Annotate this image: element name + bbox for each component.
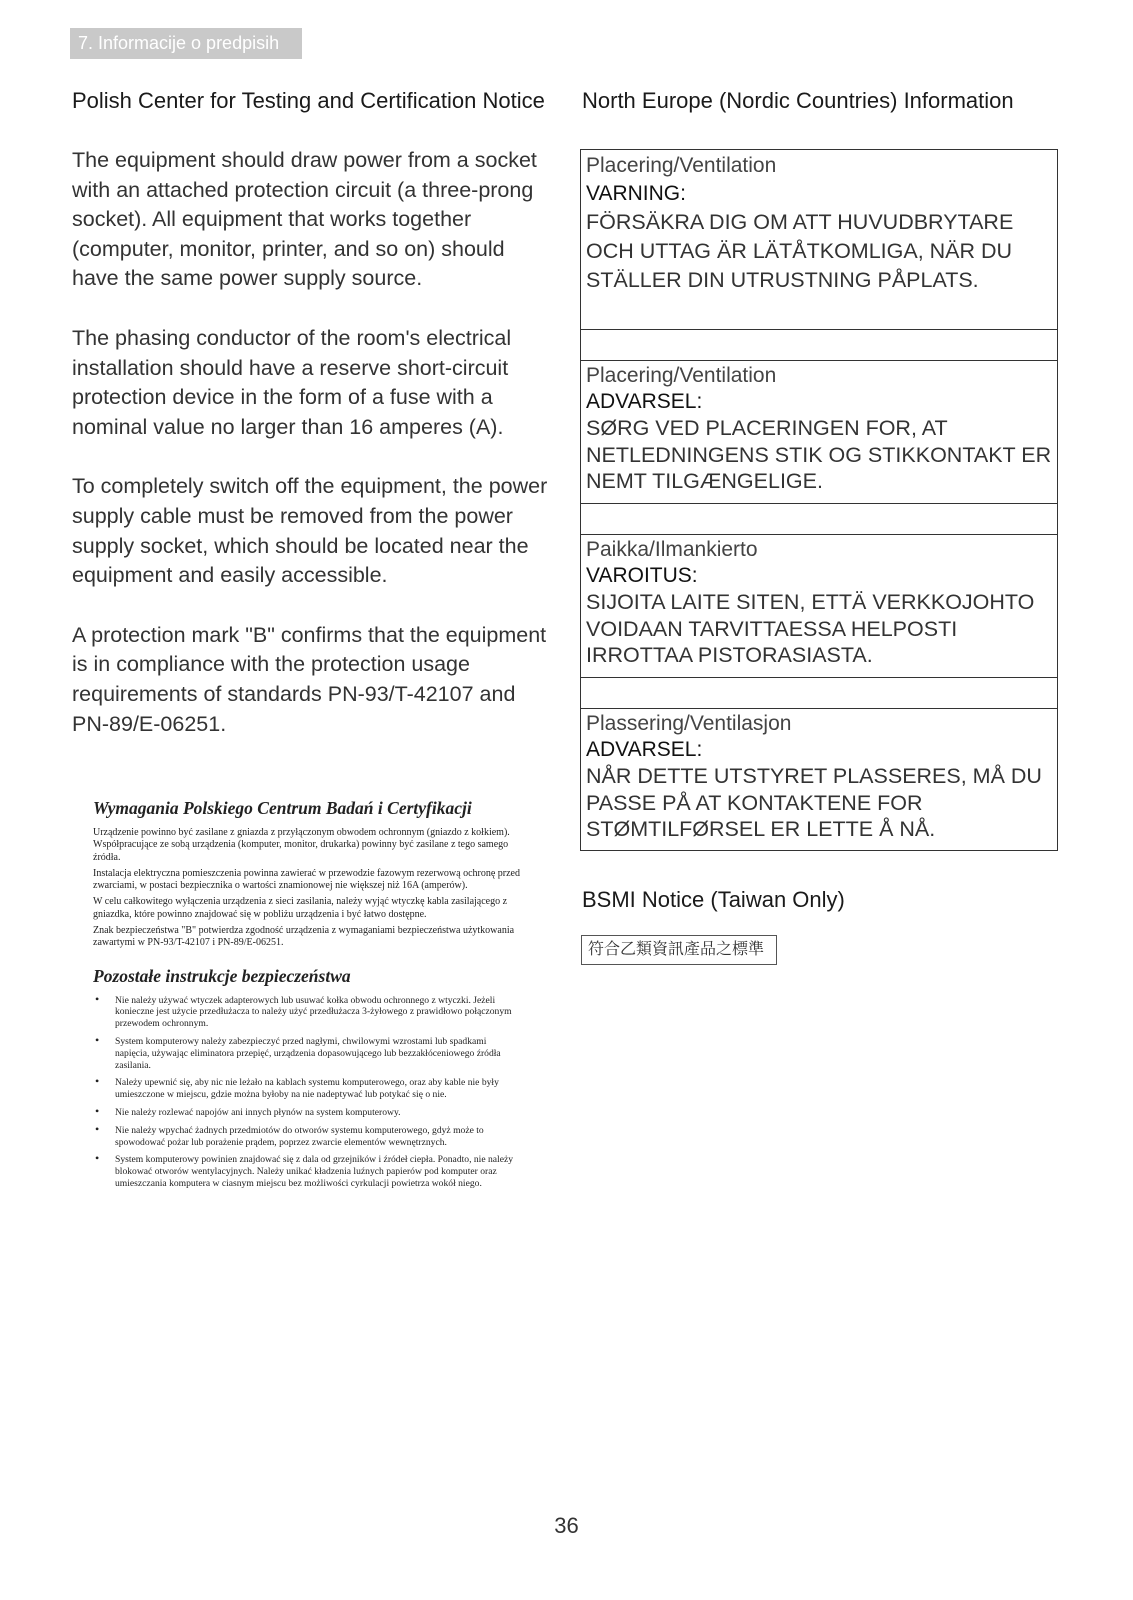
placement-label: Plassering/Ventilasjon xyxy=(586,712,792,735)
polish-notice-heading: Polish Center for Testing and Certification Notice xyxy=(72,88,545,113)
page-number: 36 xyxy=(554,1513,579,1538)
nordic-section-swedish xyxy=(581,150,1057,330)
placement-label: Placering/Ventilation xyxy=(586,154,777,177)
nordic-section-norwegian xyxy=(581,709,1057,850)
paragraph-switch-off: To completely switch off the equipment, the power supply cable must be removed from the power supply socket, which should be located near the equipment and easily accessible. xyxy=(72,474,548,588)
bsmi-heading: BSMI Notice (Taiwan Only) xyxy=(582,887,845,912)
polish-notice-section xyxy=(72,86,556,739)
list-item-text: System komputerowy powinien znajdować się z dala od grzejników i źródeł ciepła. Ponadto, nie należy blokować otworów wentylacyjnych. Należy unikać kładzenia luźnych papierów pod komputer oraz umieszczania komputera w ciasnym miejscu bez możliwości cyrkulacji powietrza wokół niego. xyxy=(115,1154,514,1190)
list-item-text: Nie należy rozlewać napojów ani innych płynów na system komputerowy. xyxy=(115,1107,401,1119)
nordic-warning-table xyxy=(580,149,1058,851)
placement-label: Placering/Ventilation xyxy=(586,364,777,387)
list-item xyxy=(93,1151,523,1190)
warning-label: ADVARSEL: xyxy=(586,738,703,761)
polish-requirements-scan xyxy=(93,798,523,1196)
list-item-text: Nie należy wpychać żadnych przedmiotów do otworów systemu komputerowego, gdyż może to spowodować pożar lub porażenie prądem, poprzez zwarcie elementów wewnętrznych. xyxy=(115,1124,484,1148)
list-item xyxy=(93,1104,523,1119)
bsmi-notice-box: 符合乙類資訊產品之標準 xyxy=(581,935,777,965)
warning-text: SIJOITA LAITE SITEN, ETTÄ VERKKOJOHTO VOIDAAN TARVITTAESSA HELPOSTI IRROTTAA PISTORASIASTA. xyxy=(586,590,1035,667)
bullet-icon: • xyxy=(95,1151,100,1166)
paragraph-protection-mark: A protection mark "B" confirms that the equipment is in compliance with the protection usage requirements of standards PN-93/T-42107 and PN-89/E-06251. xyxy=(72,622,547,736)
polish-safety-list xyxy=(93,991,523,1190)
nordic-section-finnish xyxy=(581,535,1057,678)
polish-requirements-title: Wymagania Polskiego Centrum Badań i Certyfikacji xyxy=(93,798,472,818)
polish-paragraph: W celu całkowitego wyłączenia urządzenia z sieci zasilania, należy wyjąć wtyczkę kabla zasilającego z gniazdka, które powinno znajdować się w pobliżu urządzenia i być łatwo dostępne. xyxy=(93,896,508,920)
section-tab: 7. Informacije o predpisih xyxy=(70,28,302,59)
bullet-icon: • xyxy=(95,1033,100,1048)
warning-text: NÅR DETTE UTSTYRET PLASSERES, MÅ DU PASSE PÅ AT KONTAKTENE FOR STØMTILFØRSEL ER LETTE Å NÅ. xyxy=(586,764,1042,841)
paragraph-phasing-conductor: The phasing conductor of the room's electrical installation should have a reserve short-circuit protection device in the form of a fuse with a nominal value no larger than 16 amperes (A). xyxy=(72,325,512,439)
warning-text: FÖRSÄKRA DIG OM ATT HUVUDBRYTARE OCH UTTAG ÄR LÄTÅTKOMLIGA, NÄR DU STÄLLER DIN UTRUSTNING PÅPLATS. xyxy=(586,210,1014,292)
bullet-icon: • xyxy=(95,1104,100,1119)
list-item-text: Należy upewnić się, aby nic nie leżało na kablach systemu komputerowego, oraz aby kable nie były umieszczone w miejscu, gdzie można byłoby na nie nadeptywać lub potykać się o nie. xyxy=(115,1077,499,1101)
bullet-icon: • xyxy=(95,1121,100,1136)
warning-text: SØRG VED PLACERINGEN FOR, AT NETLEDNINGENS STIK OG STIKKONTAKT ER NEMT TILGÆNGELIGE. xyxy=(586,416,1052,493)
warning-label: VAROITUS: xyxy=(586,564,698,587)
list-item xyxy=(93,1121,523,1149)
paragraph-power-socket: The equipment should draw power from a socket with an attached protection circuit (a three-prong socket). All equipment that works together (computer, monitor, printer, and so on) should have the same power supply source. xyxy=(72,148,537,291)
table-spacer-row xyxy=(581,504,1057,535)
list-item-text: Nie należy używać wtyczek adapterowych lub usuwać kołka obwodu ochronnego z wtyczki. Jeżeli konieczne jest użycie przedłużacza to należy użyć przedłużacza 3-żyłowego z prawidłowo połączonym przewodem ochronnym. xyxy=(115,994,512,1030)
nordic-heading: North Europe (Nordic Countries) Information xyxy=(582,88,1014,113)
bullet-icon: • xyxy=(95,1074,100,1089)
nordic-section-danish xyxy=(581,361,1057,504)
polish-paragraph: Znak bezpieczeństwa "B" potwierdza zgodność urządzenia z wymaganiami bezpieczeństwa użytkowania zawartymi w PN-93/T-42107 i PN-89/E-06251. xyxy=(93,925,515,949)
list-item xyxy=(93,991,523,1030)
warning-label: VARNING: xyxy=(586,182,686,205)
polish-paragraph: Urządzenie powinno być zasilane z gniazda z przyłączonym obwodem ochronnym (gniazdo z kołkiem). Współpracujące ze sobą urządzenia (komputer, monitor, drukarka) powinny być zasilane z tego samego źródła. xyxy=(93,827,510,863)
list-item xyxy=(93,1074,523,1101)
polish-paragraph: Instalacja elektryczna pomieszczenia powinna zawierać w przewodzie fazowym rezerwową ochronę przed zwarciami, w postaci bezpiecznika o wartości znamionowej nie większej niż 16A (amperów). xyxy=(93,867,520,892)
placement-label: Paikka/Ilmankierto xyxy=(586,538,758,561)
table-spacer-row xyxy=(581,330,1057,361)
polish-safety-title: Pozostałe instrukcje bezpieczeństwa xyxy=(93,965,351,986)
bullet-icon: • xyxy=(95,991,100,1006)
nordic-section xyxy=(582,86,1062,116)
warning-label: ADVARSEL: xyxy=(586,390,703,413)
table-spacer-row xyxy=(581,678,1057,709)
list-item xyxy=(93,1033,523,1071)
list-item-text: System komputerowy należy zabezpieczyć przed nagłymi, chwilowymi wzrostami lub spadkami napięcia, używając eliminatora przepięć, urządzenia dopasowującego lub bezzakłóceniowego źródła zasilania. xyxy=(115,1036,501,1071)
